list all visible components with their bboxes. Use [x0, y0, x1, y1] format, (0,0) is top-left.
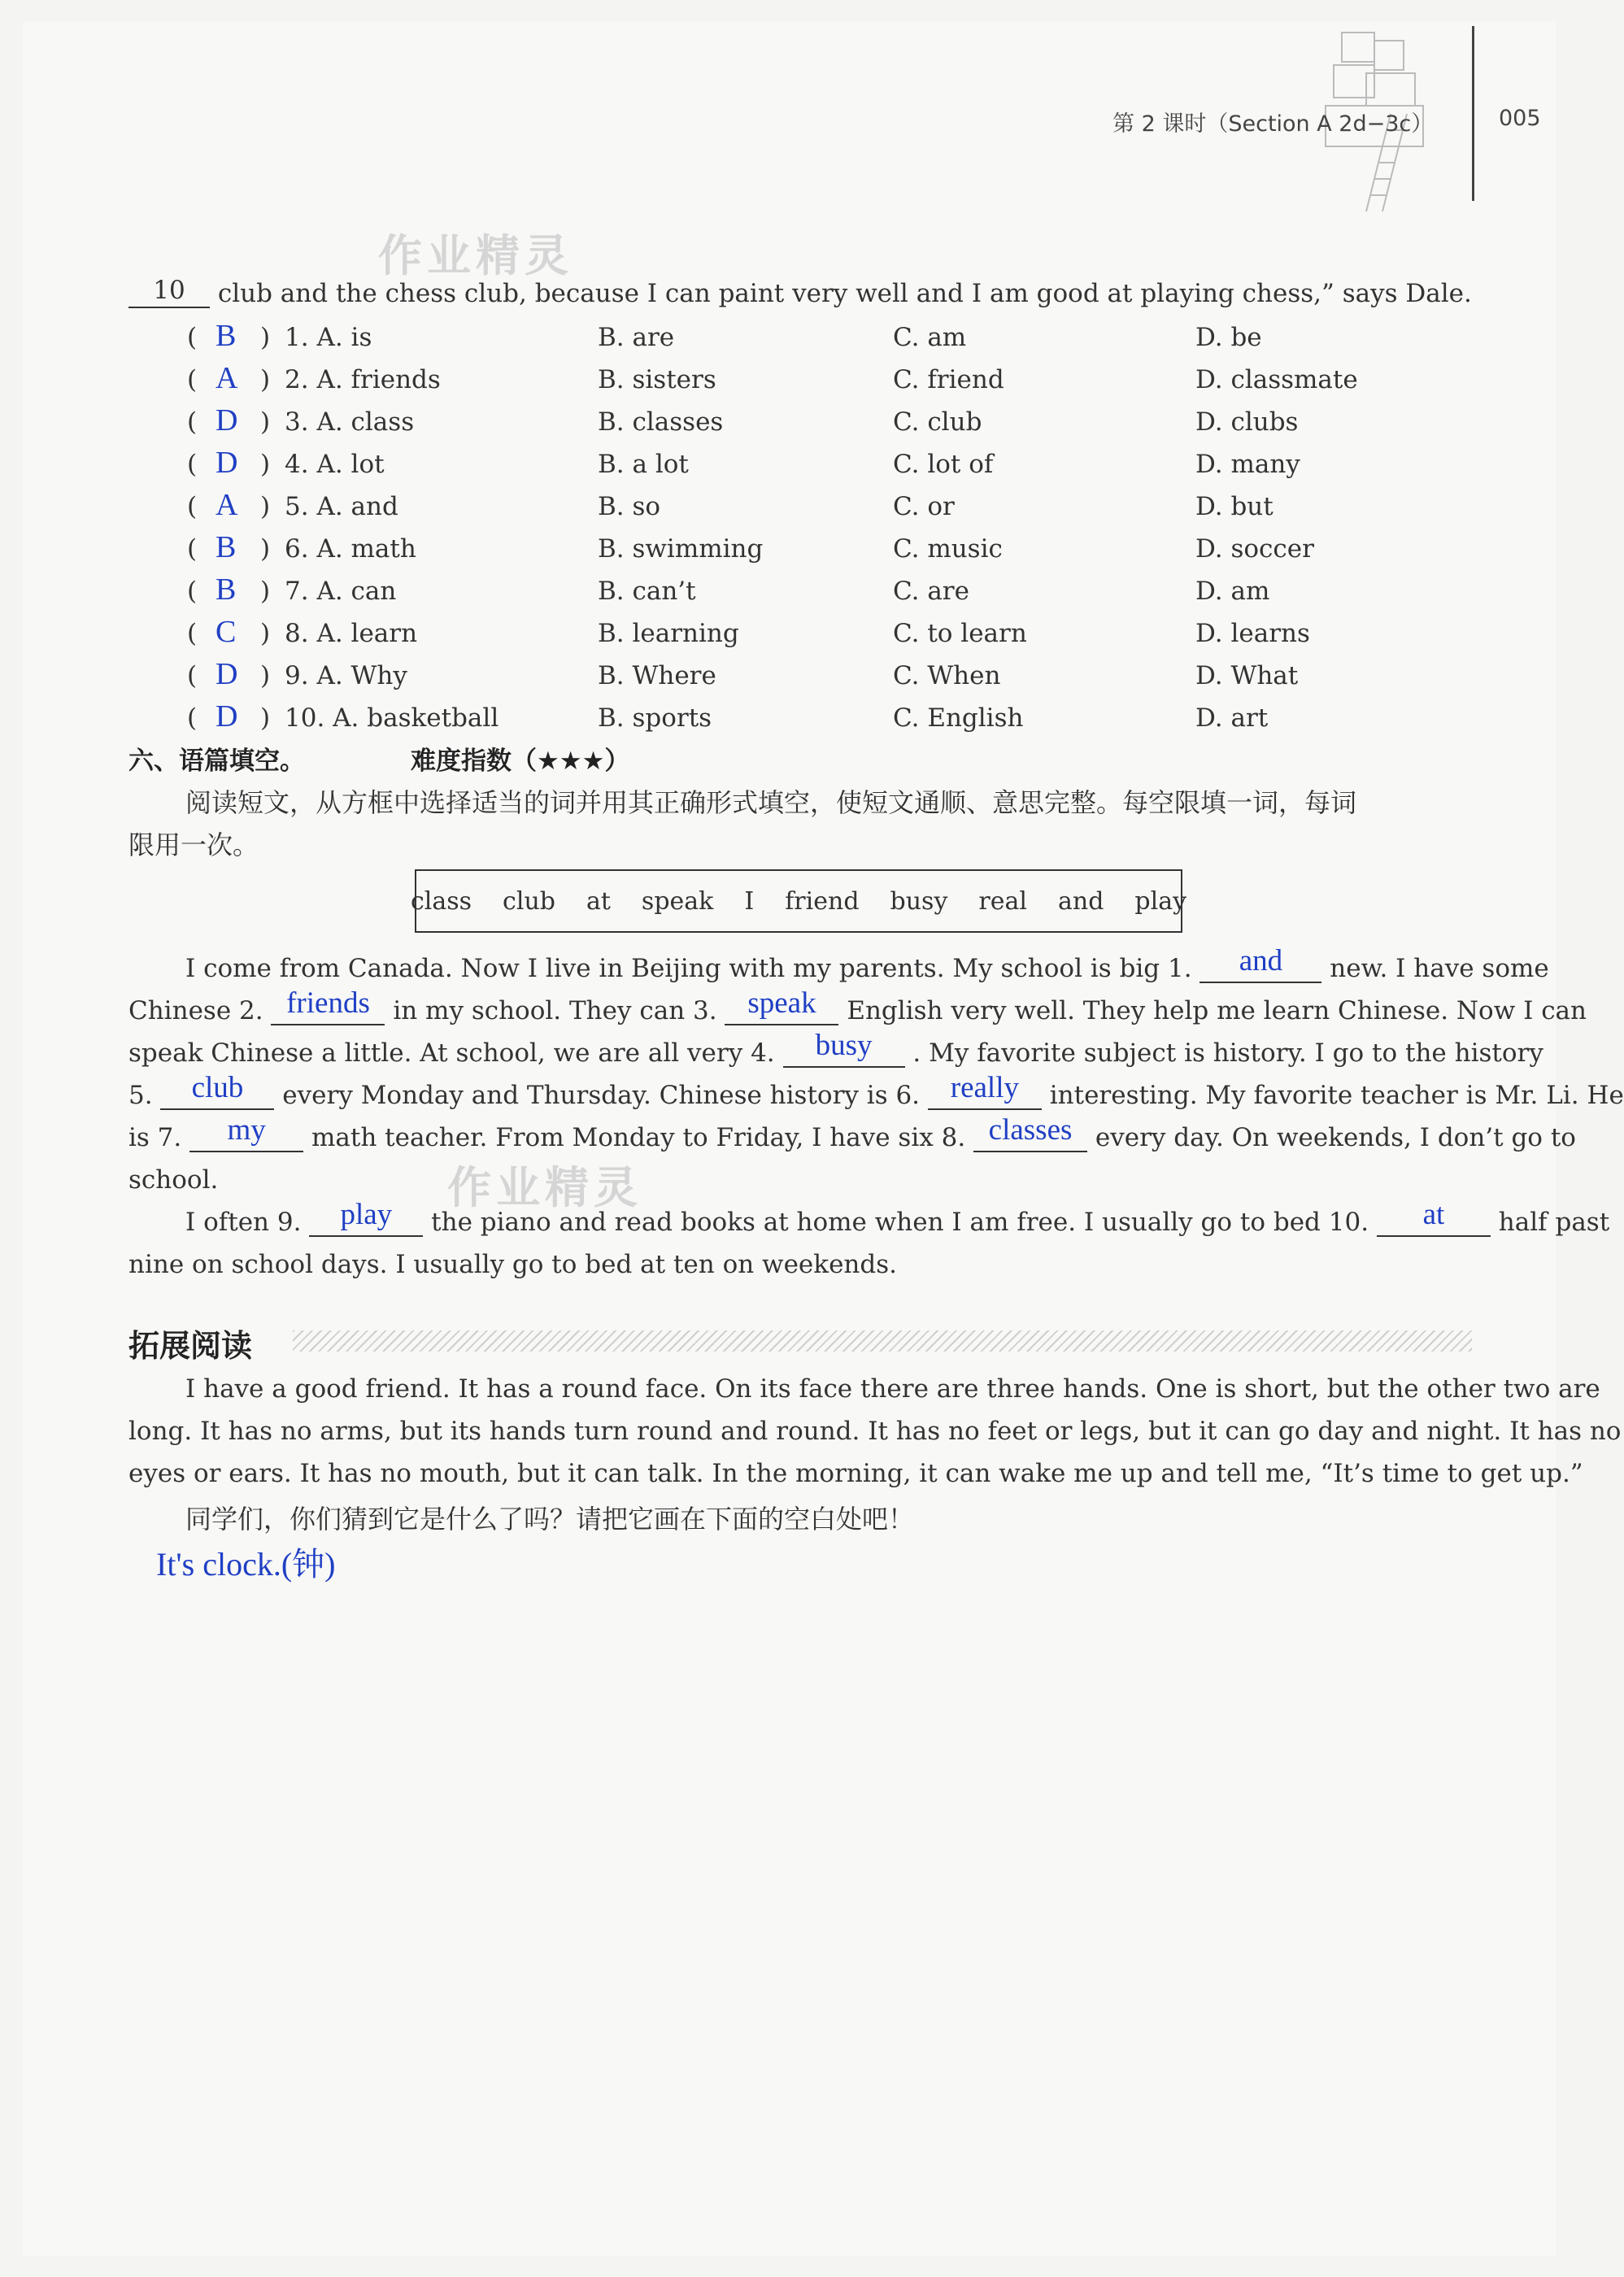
mcq-option-a-text: A. math	[316, 534, 416, 564]
passage-line: 5. club every Monday and Thursday. Chinese history is 6. really interesting. My favorite teacher is Mr. Li. He	[128, 1071, 1624, 1110]
mcq-answer: C	[216, 615, 237, 649]
mcq-option-a	[285, 619, 417, 648]
mcq-answer: B	[216, 530, 237, 564]
mcq-option-c: C. to learn	[893, 619, 1027, 648]
mcq-answer: D	[216, 403, 238, 438]
mcq-answer: D	[216, 657, 238, 691]
mcq-close-paren: )	[260, 492, 271, 521]
mcq-close-paren: )	[260, 703, 271, 733]
difficulty-rating: 难度指数（★★★）	[411, 747, 630, 776]
mcq-number: 6.	[285, 534, 309, 564]
answer-blank-4: busy	[783, 1038, 905, 1068]
mcq-number: 3.	[285, 407, 309, 437]
mcq-open-paren: (	[187, 492, 198, 521]
watermark: 作业精灵	[378, 230, 573, 281]
answer-blank-7: my	[189, 1123, 303, 1152]
passage-line: speak Chinese a little. At school, we are all very 4. busy . My favorite subject is history. I go to the history	[128, 1029, 1543, 1068]
mcq-option-c: C. club	[893, 407, 982, 437]
instruction-line2: 限用一次。	[128, 829, 259, 860]
mcq-option-d: D. learns	[1195, 619, 1310, 648]
mcq-option-d: D. am	[1195, 577, 1270, 606]
mcq-option-b: B. learning	[598, 619, 739, 648]
mcq-open-paren: (	[187, 365, 198, 394]
mcq-open-paren: (	[187, 703, 198, 733]
mcq-answer: B	[216, 573, 237, 607]
mcq-number: 10.	[285, 703, 325, 733]
mcq-option-d: D. soccer	[1195, 534, 1314, 564]
mcq-close-paren: )	[260, 661, 271, 690]
mcq-option-b: B. are	[598, 323, 675, 352]
mcq-close-paren: )	[260, 365, 271, 394]
word-box	[410, 869, 1187, 933]
mcq-option-a-text: A. lot	[316, 450, 385, 479]
lesson-header: 第 2 课时（Section A 2d−3c）	[1112, 111, 1434, 137]
word-option: at	[586, 886, 611, 916]
extension-line: I have a good friend. It has a round face. On its face there are three hands. One is short, but the other two are	[185, 1374, 1600, 1404]
passage-line: Chinese 2. friends in my school. They can 3. speak English very well. They help me learn Chinese. Now I can	[128, 986, 1587, 1025]
mcq-option-a-text: A. basketball	[333, 703, 499, 733]
mcq-open-paren: (	[187, 577, 198, 606]
watermark: 作业精灵	[447, 1162, 642, 1213]
header-rule	[1472, 26, 1474, 201]
mcq-answer: D	[216, 699, 238, 734]
mcq-option-d: D. be	[1195, 323, 1262, 352]
mcq-option-b: B. can’t	[598, 577, 696, 606]
mcq-option-a	[285, 365, 441, 394]
mcq-option-a	[285, 323, 372, 352]
mcq-option-c: C. English	[893, 703, 1024, 733]
answer-blank-8: classes	[973, 1123, 1087, 1152]
handwritten-answer: It's clock.(钟)	[156, 1546, 336, 1583]
mcq-open-paren: (	[187, 661, 198, 690]
mcq-option-a	[285, 450, 385, 479]
mcq-option-b: B. a lot	[598, 450, 689, 479]
mcq-option-a-text: A. is	[316, 323, 372, 352]
answer-blank-3: speak	[725, 996, 838, 1025]
mcq-option-c: C. am	[893, 323, 967, 352]
mcq-option-a	[285, 577, 396, 606]
mcq-option-c: C. music	[893, 534, 1003, 564]
mcq-open-paren: (	[187, 450, 198, 479]
mcq-answer: D	[216, 446, 238, 480]
mcq-option-b: B. so	[598, 492, 661, 521]
mcq-option-d: D. many	[1195, 450, 1300, 479]
extension-question: 同学们，你们猜到它是什么了吗？请把它画在下面的空白处吧！	[185, 1504, 915, 1535]
mcq-option-c: C. friend	[893, 365, 1004, 394]
mcq-option-a-text: A. friends	[316, 365, 441, 394]
mcq-answer: A	[216, 361, 238, 395]
passage-line: nine on school days. I usually go to bed at ten on weekends.	[128, 1250, 897, 1279]
mcq-open-paren: (	[187, 407, 198, 437]
extension-line: long. It has no arms, but its hands turn round and round. It has no feet or legs, but it can go day and night. It has no	[128, 1417, 1622, 1446]
mcq-number: 1.	[285, 323, 309, 352]
mcq-option-c: C. or	[893, 492, 955, 521]
mcq-option-a-text: A. learn	[316, 619, 418, 648]
mcq-number: 2.	[285, 365, 309, 394]
mcq-answer: A	[216, 488, 238, 522]
mcq-option-a-text: A. and	[316, 492, 398, 521]
mcq-number: 8.	[285, 619, 309, 648]
mcq-option-c: C. lot of	[893, 450, 994, 479]
answer-blank-1: and	[1199, 954, 1321, 983]
word-option: real	[978, 886, 1027, 916]
mcq-option-c: C. When	[893, 661, 1001, 690]
title-hatch-rule	[293, 1330, 1472, 1352]
mcq-option-d: D. classmate	[1195, 365, 1358, 394]
mcq-option-b: B. swimming	[598, 534, 764, 564]
passage-line: school.	[128, 1165, 219, 1195]
passage-line: is 7. my math teacher. From Monday to Friday, I have six 8. classes every day. On weekends, I don’t go to	[128, 1113, 1576, 1152]
mcq-close-paren: )	[260, 534, 271, 564]
mcq-answer: B	[216, 319, 237, 353]
mcq-option-d: D. but	[1195, 492, 1274, 521]
mcq-option-a	[285, 661, 407, 690]
mcq-close-paren: )	[260, 450, 271, 479]
mcq-close-paren: )	[260, 619, 271, 648]
mcq-option-d: D. clubs	[1195, 407, 1299, 437]
answer-blank-10: at	[1377, 1208, 1491, 1237]
mcq-option-a	[285, 534, 416, 564]
answer-blank-5: club	[160, 1081, 274, 1110]
blank-10: 10	[128, 279, 210, 308]
mcq-option-a	[285, 703, 499, 733]
answer-blank-9: play	[309, 1208, 423, 1237]
mcq-number: 5.	[285, 492, 309, 521]
cloze-tail-line: 10 club and the chess club, because I can paint very well and I am good at playing chess,” says Dale.	[128, 279, 1472, 308]
extension-title: 拓展阅读	[128, 1328, 253, 1364]
mcq-open-paren: (	[187, 619, 198, 648]
mcq-option-c: C. are	[893, 577, 969, 606]
word-option: and	[1057, 886, 1104, 916]
mcq-number: 4.	[285, 450, 309, 479]
section6-title: 六、语篇填空。	[128, 747, 305, 776]
mcq-close-paren: )	[260, 577, 271, 606]
word-option: play	[1134, 886, 1187, 916]
word-option: friend	[785, 886, 860, 916]
extension-line: eyes or ears. It has no mouth, but it can talk. In the morning, it can wake me up and tell me, “It’s time to get up.”	[128, 1459, 1583, 1488]
passage-line: I come from Canada. Now I live in Beijing with my parents. My school is big 1. and new. I have some	[185, 944, 1549, 983]
mcq-open-paren: (	[187, 323, 198, 352]
answer-blank-6: really	[928, 1081, 1042, 1110]
word-option: speak	[641, 886, 714, 916]
mcq-option-b: B. sports	[598, 703, 712, 733]
passage-line: I often 9. play the piano and read books at home when I am free. I usually go to bed 10. at half past	[185, 1198, 1610, 1237]
page-number: 005	[1499, 106, 1541, 131]
mcq-close-paren: )	[260, 323, 271, 352]
mcq-number: 9.	[285, 661, 309, 690]
mcq-option-b: B. classes	[598, 407, 724, 437]
mcq-option-d: D. art	[1195, 703, 1269, 733]
mcq-option-b: B. Where	[598, 661, 716, 690]
word-option: club	[503, 886, 555, 916]
word-option: I	[744, 886, 755, 916]
mcq-option-a-text: A. Why	[316, 661, 407, 690]
instruction-line1: 阅读短文，从方框中选择适当的词并用其正确形式填空，使短文通顺、意思完整。每空限填一词，每词	[185, 787, 1357, 818]
answer-blank-2: friends	[271, 996, 385, 1025]
mcq-option-a	[285, 407, 414, 437]
mcq-option-b: B. sisters	[598, 365, 716, 394]
mcq-number: 7.	[285, 577, 309, 606]
mcq-close-paren: )	[260, 407, 271, 437]
mcq-option-a-text: A. class	[316, 407, 415, 437]
mcq-option-a	[285, 492, 398, 521]
mcq-option-a-text: A. can	[316, 577, 397, 606]
word-option: busy	[890, 886, 948, 916]
mcq-option-d: D. What	[1195, 661, 1299, 690]
mcq-open-paren: (	[187, 534, 198, 564]
word-option: class	[410, 886, 472, 916]
